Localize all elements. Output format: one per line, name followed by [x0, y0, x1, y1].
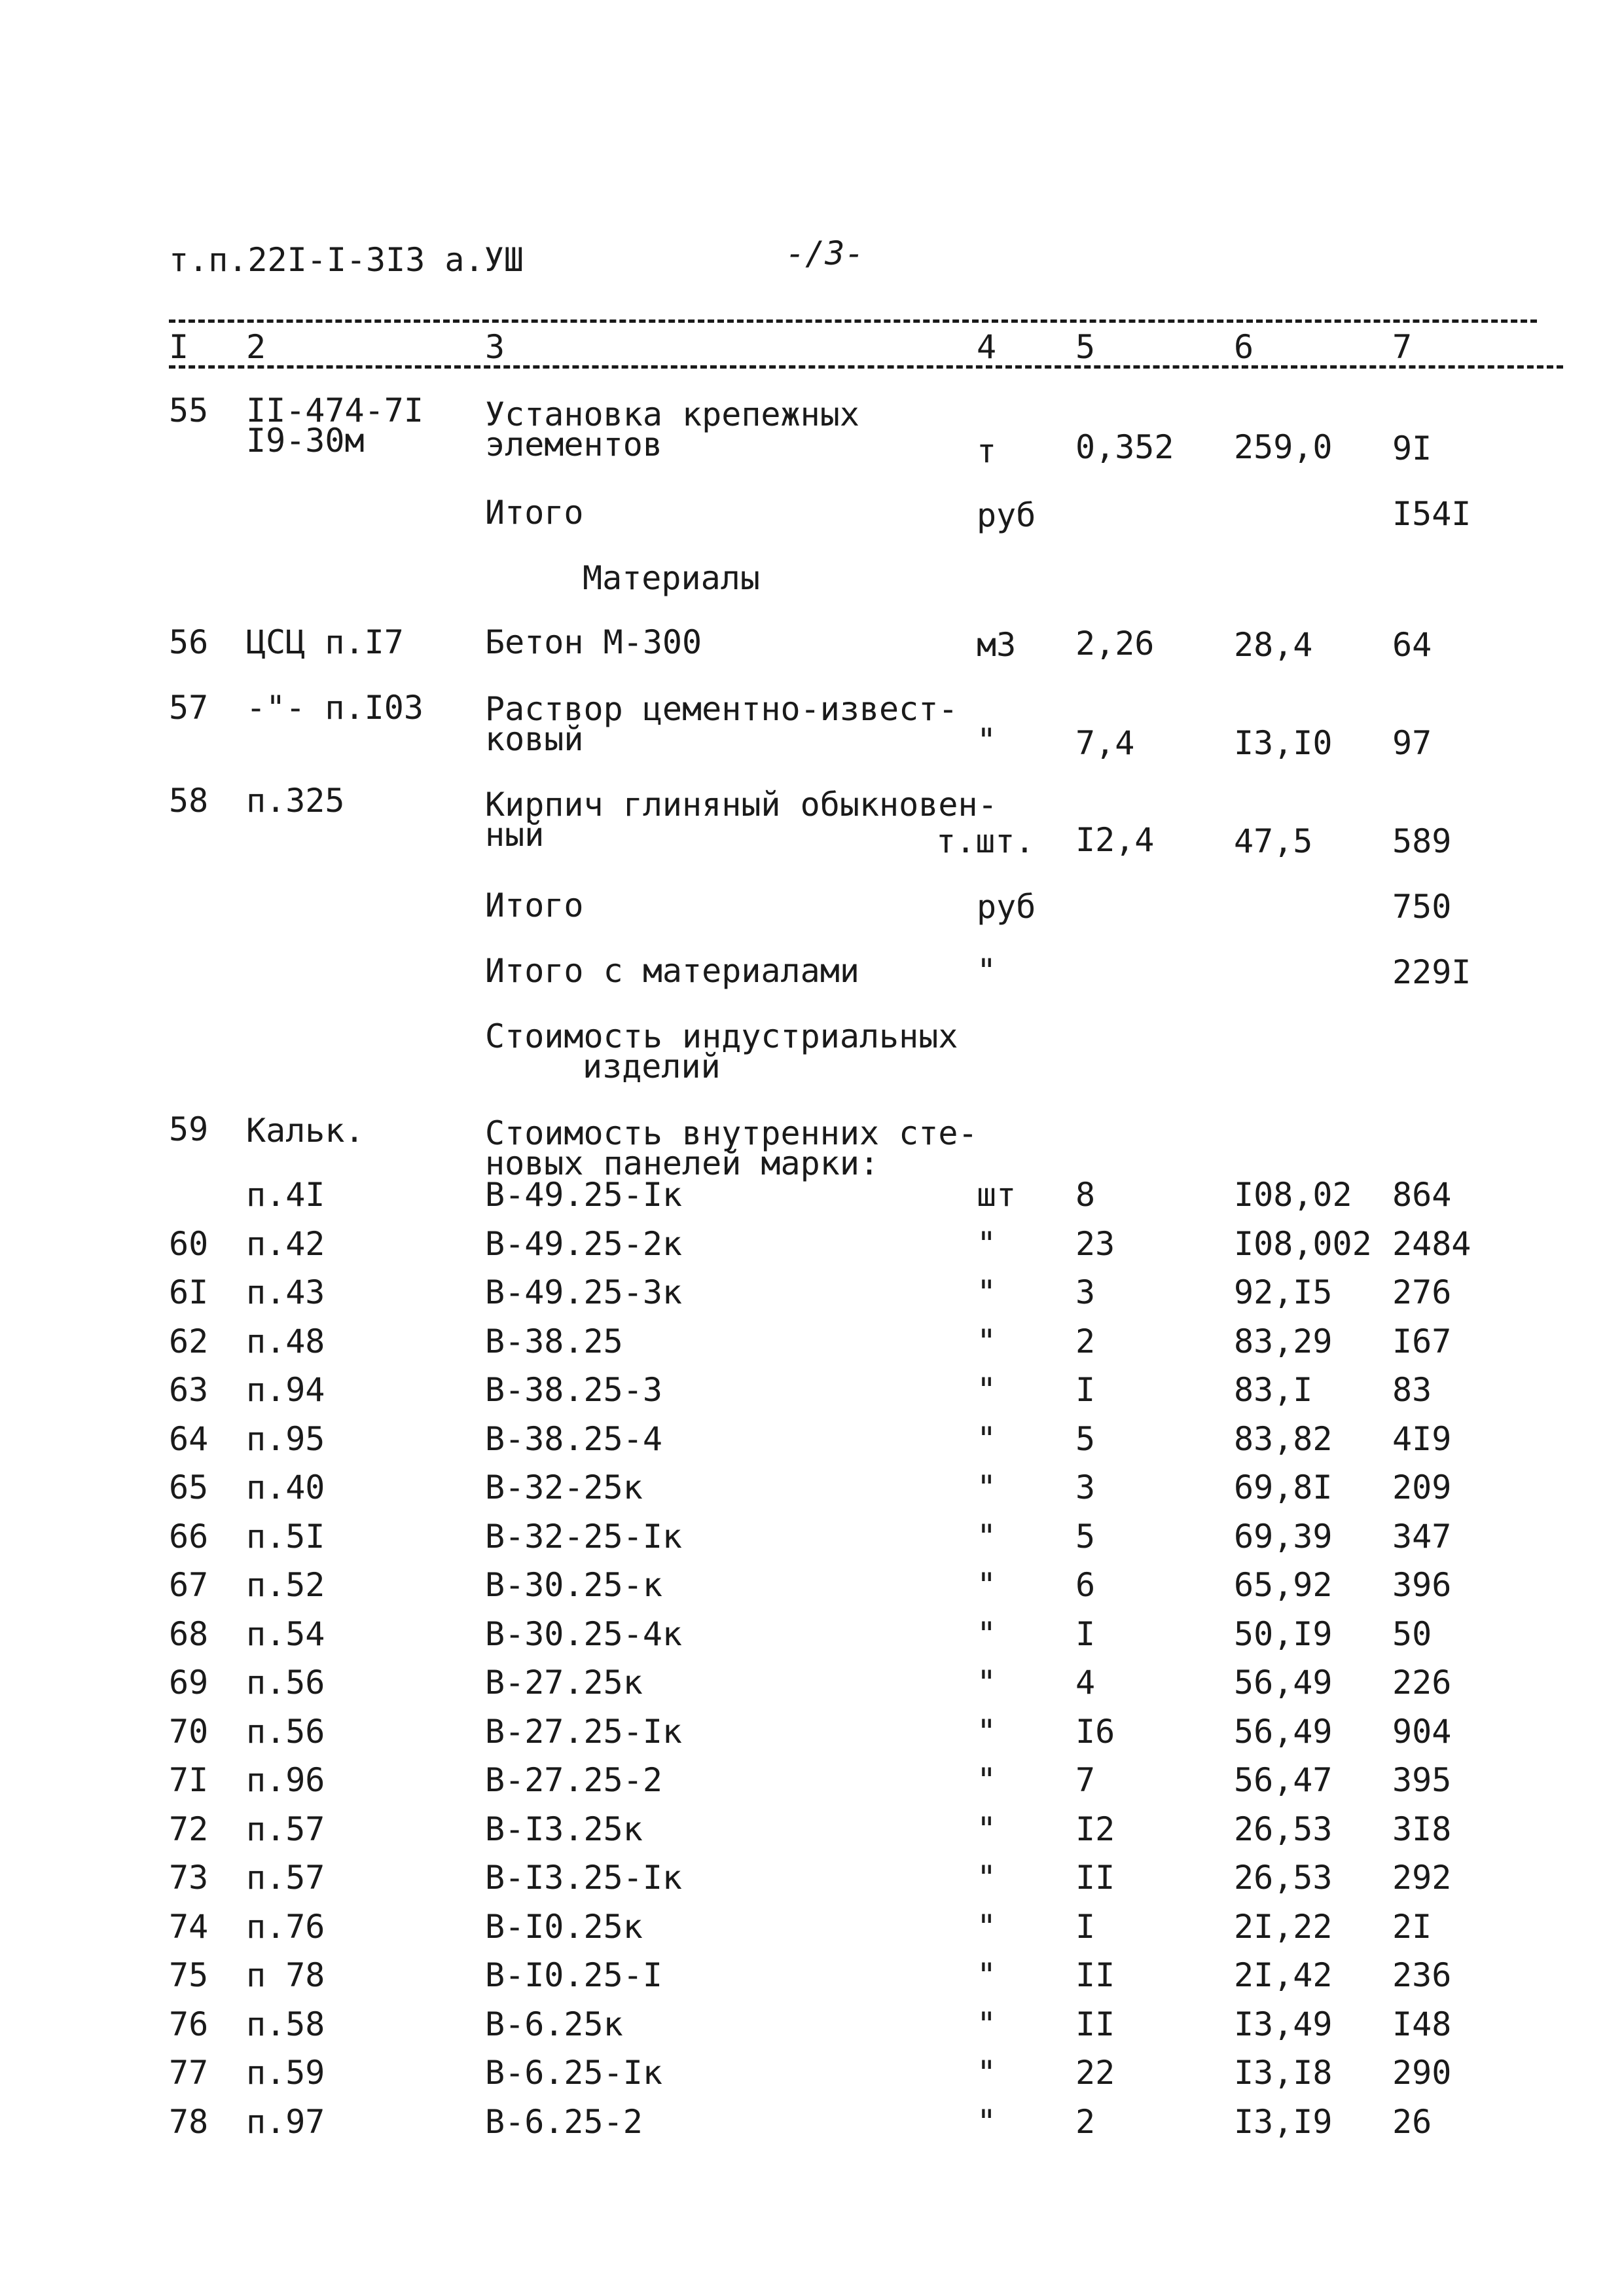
row-number: 55: [169, 392, 209, 429]
row-number: 76: [169, 2005, 209, 2043]
row-number: 63: [169, 1371, 209, 1409]
work-name-line2: новых панелей марки:: [485, 1144, 880, 1182]
panel-mark: В-32-25-Iк: [485, 1518, 683, 1556]
row-number: 7I: [169, 1761, 209, 1799]
total: 589: [1392, 822, 1452, 860]
price-code: п.95: [246, 1420, 325, 1458]
unit-price: I08,02: [1234, 1176, 1352, 1214]
price-code: п.56: [246, 1664, 325, 1702]
quantity: I: [1075, 1371, 1096, 1409]
unit-price: 56,49: [1234, 1664, 1333, 1702]
panel-mark: В-27.25-2: [485, 1761, 662, 1799]
row-number: 74: [169, 1908, 209, 1946]
total-with-materials-value: 229I: [1392, 953, 1471, 991]
column-header-5: 5: [1075, 328, 1096, 366]
document-reference: т.п.22I-I-3I3 а.УШ: [169, 241, 524, 279]
quantity: I2,4: [1075, 821, 1155, 859]
price-code: п.52: [246, 1566, 325, 1604]
panel-mark: В-I3.25-Iк: [485, 1859, 683, 1897]
quantity: 2,26: [1075, 625, 1155, 663]
quantity: II: [1075, 1859, 1115, 1897]
price-code: п.42: [246, 1225, 325, 1263]
work-name-line2: элементов: [485, 426, 662, 464]
subtotal-value: 750: [1392, 888, 1452, 926]
total: 290: [1392, 2054, 1452, 2092]
panel-mark: В-6.25-Iк: [485, 2054, 662, 2092]
column-header-7: 7: [1392, 328, 1413, 366]
row-number: 60: [169, 1225, 209, 1263]
unit: ": [977, 1566, 997, 1604]
total: I67: [1392, 1322, 1452, 1360]
row-number: 56: [169, 623, 209, 661]
panel-mark: В-I0.25-I: [485, 1956, 662, 1994]
quantity: 7,4: [1075, 724, 1135, 762]
price-code: п 78: [246, 1956, 325, 1994]
panel-mark: В-6.25к: [485, 2005, 623, 2043]
column-header-2: 2: [246, 328, 266, 366]
price-code: п.325: [246, 782, 345, 820]
unit: ": [977, 2054, 997, 2092]
quantity: 6: [1075, 1566, 1096, 1604]
column-header-6: 6: [1234, 328, 1254, 366]
total: 276: [1392, 1273, 1452, 1311]
panel-mark: В-38.25-3: [485, 1371, 662, 1409]
work-name: Раствор цементно-извест-: [485, 690, 958, 728]
work-name: Стоимость внутренних сте-: [485, 1114, 978, 1152]
panel-mark: В-I3.25к: [485, 1810, 643, 1848]
row-number: 64: [169, 1420, 209, 1458]
total: 64: [1392, 626, 1432, 664]
unit: ": [977, 721, 997, 759]
total: 97: [1392, 724, 1432, 762]
work-name: Установка крепежных: [485, 395, 859, 433]
row-number: 58: [169, 782, 209, 820]
unit-price: 69,39: [1234, 1518, 1333, 1556]
subtotal-label: Итого: [485, 494, 584, 532]
price-code: п.97: [246, 2103, 325, 2141]
row-number: 69: [169, 1664, 209, 1702]
total: 347: [1392, 1518, 1452, 1556]
section-heading-materials: Материалы: [583, 559, 760, 597]
price-code-line2: I9-30м: [246, 422, 365, 460]
price-code: II-474-7I: [246, 392, 424, 429]
total: 3I8: [1392, 1810, 1452, 1848]
price-code: ЦСЦ п.I7: [246, 623, 404, 661]
total: 864: [1392, 1176, 1452, 1214]
unit-price: 50,I9: [1234, 1615, 1333, 1653]
total: 4I9: [1392, 1420, 1452, 1458]
unit: ": [977, 1859, 997, 1897]
unit: ": [977, 2005, 997, 2043]
quantity: I6: [1075, 1713, 1115, 1751]
price-code: п.54: [246, 1615, 325, 1653]
total: 292: [1392, 1859, 1452, 1897]
price-code: п.5I: [246, 1518, 325, 1556]
section-heading-industrial-line2: изделий: [583, 1048, 721, 1085]
price-code: п.57: [246, 1810, 325, 1848]
unit: т: [977, 432, 997, 470]
unit-price: I3,49: [1234, 2005, 1333, 2043]
panel-mark: В-32-25к: [485, 1468, 643, 1506]
quantity: 2: [1075, 1322, 1096, 1360]
quantity: I: [1075, 1908, 1096, 1946]
price-code: п.4I: [246, 1176, 325, 1214]
unit-price: 56,49: [1234, 1713, 1333, 1751]
row-number: 75: [169, 1956, 209, 1994]
unit-price: 65,92: [1234, 1566, 1333, 1604]
row-number: 77: [169, 2054, 209, 2092]
row-number: 67: [169, 1566, 209, 1604]
row-number: 68: [169, 1615, 209, 1653]
section-heading-industrial: Стоимость индустриальных: [485, 1017, 958, 1055]
quantity: 5: [1075, 1518, 1096, 1556]
total-with-materials-label: Итого с материалами: [485, 952, 859, 990]
price-code: п.57: [246, 1859, 325, 1897]
price-code: п.43: [246, 1273, 325, 1311]
quantity: 8: [1075, 1176, 1096, 1214]
unit-price: 83,82: [1234, 1420, 1333, 1458]
panel-mark: В-6.25-2: [485, 2103, 643, 2141]
row-number: 59: [169, 1110, 209, 1148]
unit-price: 69,8I: [1234, 1468, 1333, 1506]
row-number: 57: [169, 689, 209, 727]
panel-mark: В-49.25-Iк: [485, 1176, 683, 1214]
unit: ": [977, 1761, 997, 1799]
quantity: 5: [1075, 1420, 1096, 1458]
work-name-line2: ный: [485, 816, 545, 854]
row-number: 78: [169, 2103, 209, 2141]
quantity: 3: [1075, 1468, 1096, 1506]
top-dashed-rule: [169, 319, 1537, 323]
total: 395: [1392, 1761, 1452, 1799]
panel-mark: В-38.25: [485, 1322, 623, 1360]
unit-price: 259,0: [1234, 428, 1333, 466]
panel-mark: В-27.25к: [485, 1664, 643, 1702]
panel-mark: В-49.25-2к: [485, 1225, 683, 1263]
work-name: Кирпич глиняный обыкновен-: [485, 786, 998, 824]
total: I48: [1392, 2005, 1452, 2043]
total: 2484: [1392, 1225, 1471, 1263]
row-number: 66: [169, 1518, 209, 1556]
subtotal-unit: руб: [977, 496, 1036, 534]
unit-price: I3,I0: [1234, 724, 1333, 762]
unit-price: 2I,22: [1234, 1908, 1333, 1946]
unit: ": [977, 2103, 997, 2141]
unit-price: 26,53: [1234, 1859, 1333, 1897]
unit: т.шт.: [936, 822, 1035, 860]
unit-price: 92,I5: [1234, 1273, 1333, 1311]
price-code: п.76: [246, 1908, 325, 1946]
subtotal-unit: руб: [977, 888, 1036, 926]
row-number: 72: [169, 1810, 209, 1848]
unit: ": [977, 1713, 997, 1751]
total: 396: [1392, 1566, 1452, 1604]
panel-mark: В-49.25-3к: [485, 1273, 683, 1311]
row-number: 65: [169, 1468, 209, 1506]
column-header-4: 4: [977, 328, 997, 366]
panel-mark: В-38.25-4: [485, 1420, 662, 1458]
price-code: Кальк.: [246, 1112, 365, 1150]
quantity: 22: [1075, 2054, 1115, 2092]
total: 83: [1392, 1371, 1432, 1409]
panel-mark: В-30.25-4к: [485, 1615, 683, 1653]
column-header-3: 3: [485, 328, 505, 366]
unit-price: 56,47: [1234, 1761, 1333, 1799]
unit: ": [977, 1273, 997, 1311]
price-code: п.96: [246, 1761, 325, 1799]
price-code: п.48: [246, 1322, 325, 1360]
unit-price: I3,I9: [1234, 2103, 1333, 2141]
total: 9I: [1392, 429, 1432, 467]
header-dashed-rule: [169, 365, 1563, 369]
quantity: 2: [1075, 2103, 1096, 2141]
unit: ": [977, 1615, 997, 1653]
price-code: п.40: [246, 1468, 325, 1506]
quantity: 0,352: [1075, 428, 1174, 466]
unit-price: I08,002: [1234, 1225, 1372, 1263]
unit: ": [977, 1371, 997, 1409]
quantity: 4: [1075, 1664, 1096, 1702]
price-code: -"- п.I03: [246, 689, 424, 727]
unit: шт: [977, 1176, 1017, 1214]
quantity: 3: [1075, 1273, 1096, 1311]
work-name-line2: ковый: [485, 720, 584, 758]
unit-price: 2I,42: [1234, 1956, 1333, 1994]
work-name: Бетон М-300: [485, 623, 702, 661]
price-code: п.94: [246, 1371, 325, 1409]
unit: ": [977, 1810, 997, 1848]
unit-price: 28,4: [1234, 626, 1313, 664]
unit-price: 83,29: [1234, 1322, 1333, 1360]
quantity: II: [1075, 1956, 1115, 1994]
panel-mark: В-30.25-к: [485, 1566, 662, 1604]
total: 226: [1392, 1664, 1452, 1702]
price-code: п.58: [246, 2005, 325, 2043]
unit: ": [977, 1322, 997, 1360]
total: 904: [1392, 1713, 1452, 1751]
panel-mark: В-I0.25к: [485, 1908, 643, 1946]
price-code: п.56: [246, 1713, 325, 1751]
row-number: 62: [169, 1322, 209, 1360]
unit: ": [977, 1225, 997, 1263]
unit: ": [977, 1664, 997, 1702]
quantity: 7: [1075, 1761, 1096, 1799]
row-number: 73: [169, 1859, 209, 1897]
unit: ": [977, 1908, 997, 1946]
quantity: II: [1075, 2005, 1115, 2043]
total-with-materials-unit: ": [977, 952, 997, 990]
unit: ": [977, 1956, 997, 1994]
total: 209: [1392, 1468, 1452, 1506]
subtotal-value: I54I: [1392, 495, 1471, 533]
unit-price: 83,I: [1234, 1371, 1313, 1409]
total: 236: [1392, 1956, 1452, 1994]
total: 2I: [1392, 1908, 1432, 1946]
subtotal-label: Итого: [485, 886, 584, 924]
row-number: 70: [169, 1713, 209, 1751]
unit: м3: [977, 626, 1017, 664]
page-number: -/3-: [785, 234, 865, 272]
price-code: п.59: [246, 2054, 325, 2092]
panel-mark: В-27.25-Iк: [485, 1713, 683, 1751]
unit: ": [977, 1518, 997, 1556]
unit-price: 47,5: [1234, 822, 1313, 860]
quantity: 23: [1075, 1225, 1115, 1263]
quantity: I: [1075, 1615, 1096, 1653]
quantity: I2: [1075, 1810, 1115, 1848]
row-number: 6I: [169, 1273, 209, 1311]
column-header-1: I: [169, 328, 189, 366]
unit: ": [977, 1420, 997, 1458]
unit: ": [977, 1468, 997, 1506]
total: 26: [1392, 2103, 1432, 2141]
unit-price: I3,I8: [1234, 2054, 1333, 2092]
total: 50: [1392, 1615, 1432, 1653]
unit-price: 26,53: [1234, 1810, 1333, 1848]
